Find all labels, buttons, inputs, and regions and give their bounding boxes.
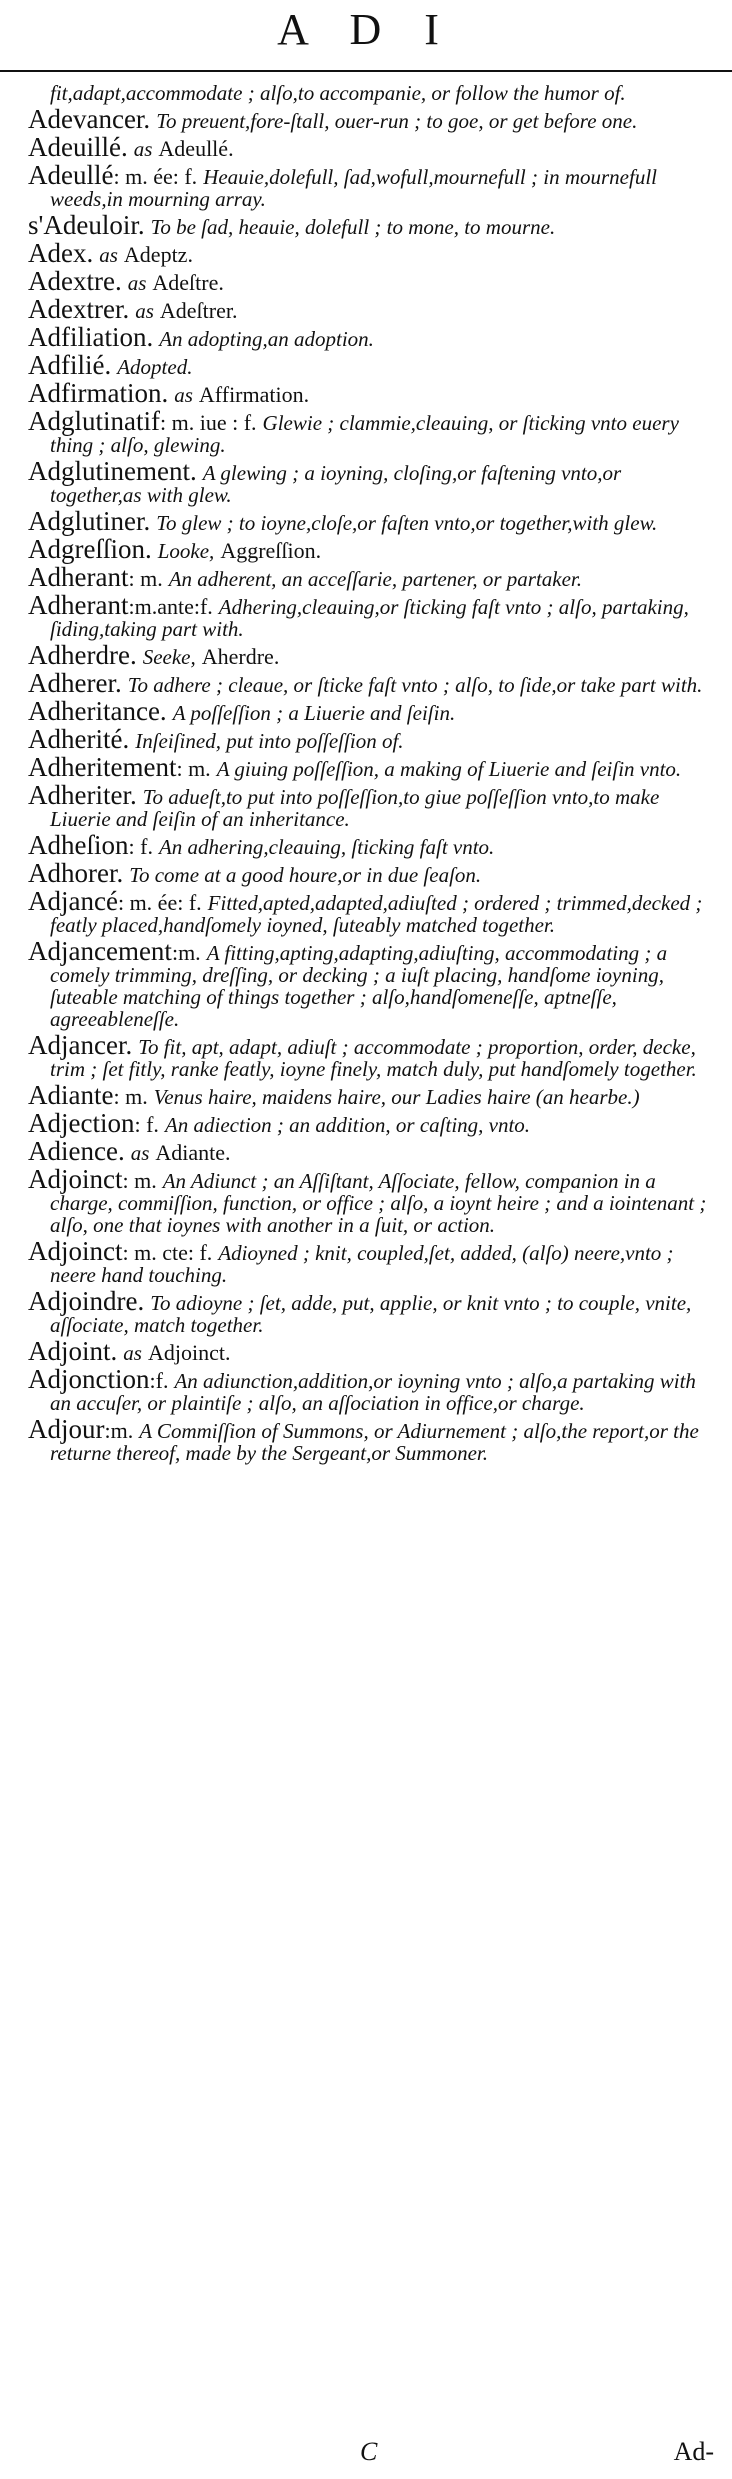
headword: Adjoint. <box>28 1336 118 1366</box>
dictionary-entry <box>28 82 714 104</box>
dictionary-entry <box>28 1030 714 1081</box>
grammar-note: : m. ée: f. <box>113 164 198 189</box>
dictionary-entry <box>28 1236 714 1287</box>
headword: Adevancer. <box>28 104 151 134</box>
headword: Adheritance. <box>28 696 167 726</box>
dictionary-entry <box>28 858 714 888</box>
dictionary-entry <box>28 294 714 324</box>
definition: To preuent,fore-ſtall, ouer-run ; to goe, or get before one. <box>156 109 638 133</box>
headword: Adex. <box>28 238 94 268</box>
dictionary-entry <box>28 668 714 698</box>
dictionary-entry <box>28 1364 714 1415</box>
headword: Adextre. <box>28 266 122 296</box>
definition: as <box>123 1341 142 1365</box>
definition: To be ſad, heauie, dolefull ; to mone, to mourne. <box>150 215 556 239</box>
cross-reference: Aherdre. <box>201 644 280 669</box>
dictionary-entry <box>28 160 714 211</box>
dictionary-entry <box>28 1414 714 1465</box>
headword: Adglutinement. <box>28 456 197 486</box>
grammar-note: :m.ante:f. <box>128 594 213 619</box>
headword: Adjection <box>28 1108 135 1138</box>
headword: Adextrer. <box>28 294 130 324</box>
headword: Adjancer. <box>28 1030 133 1060</box>
dictionary-entry <box>28 378 714 408</box>
definition: An adiunction,addition,or ioyning vnto ; alſo,a partaking with an accuſer, or plaintiſe ; alſo, an aſſociation in office,or charge. <box>50 1369 696 1415</box>
definition: A poſſeſſion ; a Liuerie and ſeiſin. <box>172 701 456 725</box>
cross-reference: Aggreſſion. <box>220 538 322 563</box>
headword: Adiante <box>28 1080 114 1110</box>
definition: To adioyne ; ſet, adde, put, applie, or knit vnto ; to couple, vnite, aſſociate, match together. <box>50 1291 692 1337</box>
definition: fit,adapt,accommodate ; alſo,to accompanie, or follow the humor of. <box>50 81 626 105</box>
definition: as <box>174 383 193 407</box>
definition: An adhering,cleauing, ſticking faſt vnto. <box>158 835 495 859</box>
dictionary-entry <box>28 1336 714 1366</box>
grammar-note: :m. <box>171 940 201 965</box>
headword: Adgreſſion. <box>28 534 152 564</box>
definition: A Commiſſion of Summons, or Adiurnement ; alſo,the report,or the returne thereof, made by the Sergeant,or Summoner. <box>50 1419 699 1465</box>
dictionary-entry <box>28 640 714 670</box>
dictionary-entry <box>28 506 714 536</box>
grammar-note: :m. <box>104 1418 134 1443</box>
dictionary-entry <box>28 266 714 296</box>
entry-list <box>28 82 714 1468</box>
definition: Looke, <box>157 539 215 563</box>
dictionary-entry <box>28 210 714 240</box>
headword: Adjoinct <box>28 1164 123 1194</box>
definition: Seeke, <box>142 645 196 669</box>
definition: A fitting,apting,adapting,adiuſting, accommodating ; a comely trimming, dreſſing, or decking ; a iuſt placing, handſome ioyning, ſuteable matching of things together ; alſo,handſomeneſſe, aptneſſe, agreeableneſſe. <box>50 941 668 1031</box>
definition: To adhere ; cleaue, or ſticke faſt vnto ; alſo, to ſide,or take part with. <box>127 673 703 697</box>
definition: An adiection ; an addition, or caſting, vnto. <box>164 1113 531 1137</box>
dictionary-entry <box>28 886 714 937</box>
dictionary-entry <box>28 1136 714 1166</box>
definition: An adherent, an acceſſarie, partener, or partaker. <box>168 567 583 591</box>
cross-reference: Affirmation. <box>198 382 310 407</box>
definition: An adopting,an adoption. <box>159 327 374 351</box>
definition: Inſeiſined, put into poſſeſſion of. <box>135 729 404 753</box>
dictionary-entry <box>28 830 714 860</box>
dictionary-entry <box>28 752 714 782</box>
headword: Adfirmation. <box>28 378 169 408</box>
definition: A giuing poſſeſſion, a making of Liuerie and ſeiſin vnto. <box>216 757 682 781</box>
headword: Adheriter. <box>28 780 137 810</box>
dictionary-entry <box>28 696 714 726</box>
dictionary-entry <box>28 1108 714 1138</box>
definition: To come at a good houre,or in due ſeaſon. <box>129 863 482 887</box>
definition: Adioyned ; knit, coupled,ſet, added, (alſo) neere,vnto ; neere hand touching. <box>50 1241 674 1287</box>
grammar-note: : m. <box>128 566 163 591</box>
cross-reference: Adeptz. <box>123 242 193 267</box>
cross-reference: Adeſtre. <box>152 270 224 295</box>
headword: Adjoinct <box>28 1236 123 1266</box>
headword: Adeuillé. <box>28 132 128 162</box>
grammar-note: : f. <box>128 834 153 859</box>
definition: Glewie ; clammie,cleauing, or ſticking vnto euery thing ; alſo, glewing. <box>50 411 679 457</box>
dictionary-entry <box>28 1080 714 1110</box>
header-rule <box>0 70 732 72</box>
dictionary-entry <box>28 456 714 507</box>
page-footer <box>0 2431 732 2471</box>
running-head: A D I <box>277 5 455 54</box>
grammar-note: : m. <box>122 1168 157 1193</box>
dictionary-entry <box>28 132 714 162</box>
dictionary-entry <box>28 780 714 831</box>
dictionary-entry <box>28 322 714 352</box>
dictionary-entry <box>28 724 714 754</box>
headword: Adjonction <box>28 1364 150 1394</box>
headword: s'Adeuloir. <box>28 210 145 240</box>
headword: Adheritement <box>28 752 177 782</box>
definition: To adueſt,to put into poſſeſſion,to giue poſſeſſion vnto,to make Liuerie and ſeiſin of an inheritance. <box>50 785 660 831</box>
grammar-note: :f. <box>149 1368 169 1393</box>
definition: Adopted. <box>117 355 193 379</box>
headword: Adjancé <box>28 886 118 916</box>
definition: A glewing ; a ioyning, cloſing,or faſtening vnto,or together,as with glew. <box>50 461 622 507</box>
cross-reference: Adiante. <box>155 1140 231 1165</box>
headword: Adjancement <box>28 936 172 966</box>
definition: as <box>127 271 147 295</box>
headword: Adfilié. <box>28 350 112 380</box>
headword: Adjour <box>28 1414 105 1444</box>
dictionary-entry <box>28 350 714 380</box>
headword: Adeullé <box>28 160 114 190</box>
definition: To glew ; to ioyne,cloſe,or faſten vnto,or together,with glew. <box>156 511 658 535</box>
headword: Adherité. <box>28 724 130 754</box>
headword: Adjoindre. <box>28 1286 145 1316</box>
dictionary-entry <box>28 1286 714 1337</box>
headword: Adglutiner. <box>28 506 151 536</box>
headword: Adfiliation. <box>28 322 154 352</box>
headword: Adience. <box>28 1136 125 1166</box>
dictionary-entry <box>28 238 714 268</box>
headword: Adherer. <box>28 668 122 698</box>
grammar-note: : m. iue : f. <box>159 410 257 435</box>
cross-reference: Adjoinct. <box>147 1340 231 1365</box>
catchword: Ad- <box>673 2437 714 2466</box>
dictionary-entry <box>28 590 714 641</box>
definition: To fit, apt, adapt, adiuſt ; accommodate ; proportion, order, decke, trim ; ſet fitly, ranke featly, ioyne finely, match duly, put handſomely together. <box>50 1035 697 1081</box>
cross-reference: Adeullé. <box>158 136 234 161</box>
headword: Adheſion <box>28 830 129 860</box>
grammar-note: : f. <box>134 1112 159 1137</box>
grammar-note: : m. cte: f. <box>122 1240 213 1265</box>
dictionary-entry <box>28 534 714 564</box>
definition: Fitted,apted,adapted,adiuſted ; ordered ; trimmed,decked ; featly placed,handſomely ioyned, ſuteably matched together. <box>50 891 703 937</box>
headword: Adglutinatif <box>28 406 160 436</box>
definition: Adhering,cleauing,or ſticking faſt vnto ; alſo, partaking, ſiding,taking part with. <box>50 595 689 641</box>
definition: as <box>133 137 153 161</box>
definition: An Adiunct ; an Aſſiſtant, Aſſociate, fellow, companion in a charge, commiſſion, function, or office ; alſo, a ioynt heire ; and a iointenant ; alſo, one that ioynes with another in a ſuit, or action. <box>50 1169 707 1237</box>
definition: Venus haire, maidens haire, our Ladies haire (an hearbe.) <box>153 1085 640 1109</box>
definition: as <box>130 1141 150 1165</box>
definition: as <box>99 243 118 267</box>
headword: Adherant <box>28 562 129 592</box>
cross-reference: Adeſtrer. <box>159 298 238 323</box>
dictionary-entry <box>28 936 714 1031</box>
headword: Adherdre. <box>28 640 137 670</box>
grammar-note: : m. ée: f. <box>117 890 202 915</box>
headword: Adhorer. <box>28 858 124 888</box>
dictionary-entry <box>28 1164 714 1237</box>
dictionary-entry <box>28 406 714 457</box>
definition: as <box>135 299 154 323</box>
headword: Adherant <box>28 590 129 620</box>
grammar-note: : m. <box>176 756 211 781</box>
definition: Heauie,dolefull, ſad,wofull,mournefull ; in mournefull weeds,in mourning array. <box>50 165 657 211</box>
grammar-note: : m. <box>113 1084 148 1109</box>
dictionary-entry <box>28 562 714 592</box>
signature-mark: C <box>360 2437 378 2466</box>
dictionary-entry <box>28 104 714 134</box>
